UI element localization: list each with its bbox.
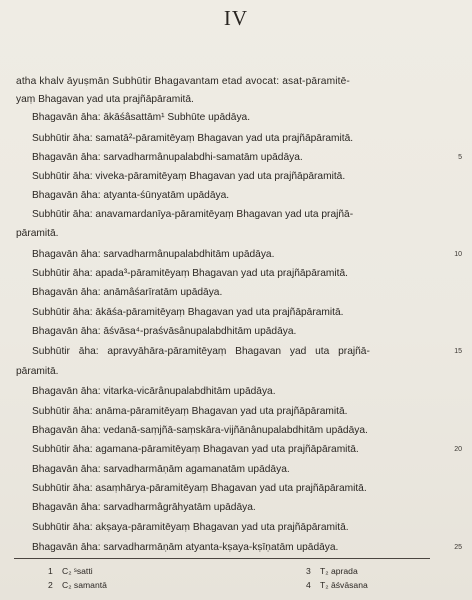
text-line-16: pāramitā. <box>16 366 59 377</box>
footnote-number: 1 <box>48 566 53 576</box>
chapter-number: IV <box>223 6 249 30</box>
footnote-number: 2 <box>48 580 53 590</box>
footnote-1 <box>48 566 93 576</box>
text-line-7: Bhagavān āha: atyanta-śūnyatām upādāya. <box>32 190 230 201</box>
footnote-divider <box>14 558 430 559</box>
text-line-10: Bhagavān āha: sarvadharmânupalabdhitām upādāya. <box>32 249 275 260</box>
text-line-4: Subhūtir āha: samatā²-pāramitēyaṃ Bhagavan yad uta prajñāpāramitā. <box>32 133 354 144</box>
text-line-21: Bhagavān āha: sarvadharmāṇām agamanatām upādāya. <box>32 464 290 475</box>
footnote-number: 4 <box>306 580 311 590</box>
text-line-1-content: atha khalv āyuṣmān Subhūtir Bhagavantam etad avocat: asat-pāramitē- <box>16 76 350 87</box>
text-line-14: Bhagavān āha: āśvāsa⁴-praśvāsânupalabdhitām upādāya. <box>32 326 297 337</box>
text-line-20: Subhūtir āha: agamana-pāramitēyaṃ Bhagavan yad uta prajñāpāramitā. <box>32 444 359 455</box>
footnote-text: C₂ ˢsatti <box>62 566 93 576</box>
margin-line-number: 15 <box>454 348 462 355</box>
text-line-17: Bhagavān āha: vitarka-vicārânupalabdhitām upādāya. <box>32 386 276 397</box>
text-line-18: Subhūtir āha: anāma-pāramitēyaṃ Bhagavan yad uta prajñāpāramitā. <box>32 406 348 417</box>
margin-line-number: 5 <box>458 154 462 161</box>
text-line-1 <box>16 76 446 88</box>
text-line-11: Subhūtir āha: apada³-pāramitēyaṃ Bhagavan yad uta prajñāpāramitā. <box>32 268 349 279</box>
text-line-23: Bhagavān āha: sarvadharmâgrāhyatām upādāya. <box>32 502 256 513</box>
footnote-number: 3 <box>306 566 311 576</box>
text-line-22: Subhūtir āha: asaṃhārya-pāramitēyaṃ Bhagavan yad uta prajñāpāramitā. <box>32 483 367 494</box>
footnote-2 <box>48 580 107 590</box>
footnote-text: T₂ aprada <box>320 566 358 576</box>
text-line-12: Bhagavān āha: anāmâśarīratām upādāya. <box>32 287 223 298</box>
text-line-6: Subhūtir āha: viveka-pāramitēyaṃ Bhagavan yad uta prajñāpāramitā. <box>32 171 346 182</box>
text-line-2: yaṃ Bhagavan yad uta prajñāpāramitā. <box>16 94 194 105</box>
text-line-9: pāramitā. <box>16 228 59 239</box>
text-line-24: Subhūtir āha: akṣaya-pāramitēyaṃ Bhagavan yad uta prajñāpāramitā. <box>32 522 349 533</box>
margin-line-number: 20 <box>454 446 462 453</box>
text-line-8: Subhūtir āha: anavamardanīya-pāramitēyaṃ Bhagavan yad uta prajñā- <box>32 209 354 220</box>
text-line-19: Bhagavān āha: vedanā-saṃjñā-saṃskāra-vijñānânupalabdhitām upādāya. <box>32 425 368 436</box>
margin-line-number: 10 <box>454 251 462 258</box>
text-line-3: Bhagavān āha: ākāśâsattām¹ Subhūte upādāya. <box>32 112 251 123</box>
footnote-3 <box>306 566 358 576</box>
text-line-25: Bhagavān āha: sarvadharmāṇām atyanta-kṣaya-kṣīṇatām upādāya. <box>32 542 339 553</box>
footnote-4 <box>306 580 368 590</box>
footnote-text: C₂ samantā <box>62 580 107 590</box>
text-line-13: Subhūtir āha: ākāśa-pāramitēyaṃ Bhagavan yad uta prajñāpāramitā. <box>32 307 344 318</box>
text-line-5: Bhagavān āha: sarvadharmânupalabdhi-samatām upādāya. <box>32 152 303 163</box>
margin-line-number: 25 <box>454 544 462 551</box>
text-line-15: Subhūtir āha: apravyāhāra-pāramitēyaṃ Bhagavan yad uta prajñā- <box>32 346 370 357</box>
footnote-text: T₂ āśvāsana <box>320 580 368 590</box>
